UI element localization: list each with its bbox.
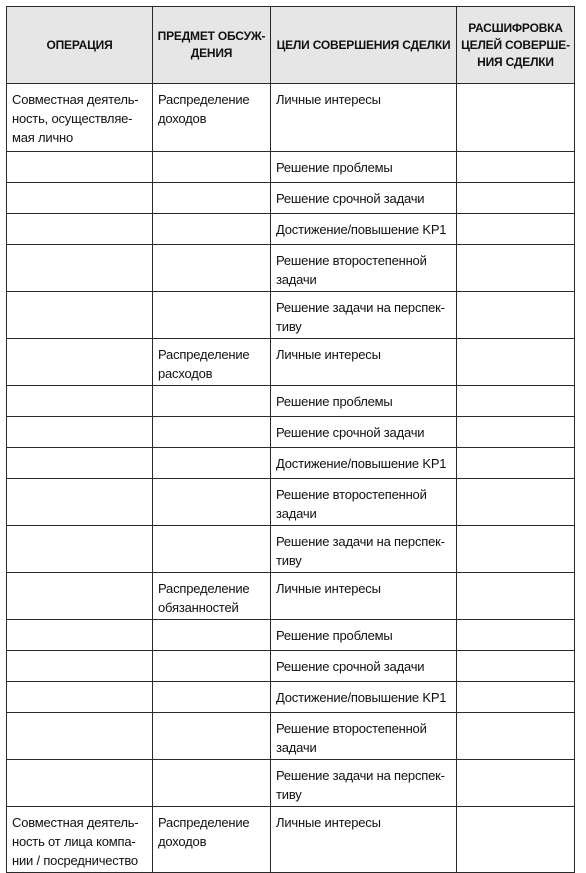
table-row	[7, 214, 575, 245]
cell-decoding	[457, 292, 575, 339]
table-row	[7, 386, 575, 417]
cell-subject	[153, 479, 271, 526]
cell-goal-text: Личные интересы	[276, 815, 381, 830]
table-row	[7, 526, 575, 573]
cell-goal-text: Решение проблемы	[276, 628, 393, 643]
cell-goal	[271, 245, 457, 292]
table-row	[7, 760, 575, 807]
cell-goal-text: Решение задачи на перспек-тиву	[276, 768, 445, 802]
cell-goal-text: Решение срочной задачи	[276, 191, 425, 206]
cell-decoding	[457, 573, 575, 620]
cell-operation	[7, 573, 153, 620]
cell-subject	[153, 183, 271, 214]
cell-goal-text: Решение проблемы	[276, 394, 393, 409]
cell-operation	[7, 386, 153, 417]
cell-subject	[153, 417, 271, 448]
cell-subject	[153, 84, 271, 152]
cell-operation	[7, 620, 153, 651]
table-row	[7, 713, 575, 760]
cell-operation	[7, 214, 153, 245]
cell-subject	[153, 682, 271, 713]
table-row	[7, 339, 575, 386]
cell-operation	[7, 245, 153, 292]
header-goals: ЦЕЛИ СОВЕРШЕНИЯ СДЕЛКИ	[271, 7, 457, 84]
cell-decoding	[457, 84, 575, 152]
cell-operation	[7, 526, 153, 573]
cell-operation	[7, 760, 153, 807]
cell-subject	[153, 620, 271, 651]
cell-operation	[7, 183, 153, 214]
table-row	[7, 84, 575, 152]
cell-subject	[153, 526, 271, 573]
cell-goal-text: Личные интересы	[276, 92, 381, 107]
cell-goal-text: Достижение/повышение KP1	[276, 690, 447, 705]
cell-goal-text: Решение задачи на перспек-тиву	[276, 300, 445, 334]
cell-operation	[7, 152, 153, 183]
cell-operation	[7, 479, 153, 526]
cell-goal	[271, 479, 457, 526]
table-row	[7, 183, 575, 214]
cell-goal	[271, 682, 457, 713]
cell-subject-text: Распределение доходов	[158, 92, 250, 126]
cell-subject	[153, 651, 271, 682]
cell-decoding	[457, 807, 575, 873]
table-row	[7, 620, 575, 651]
cell-subject	[153, 292, 271, 339]
table-row	[7, 573, 575, 620]
cell-subject	[153, 339, 271, 386]
cell-subject	[153, 760, 271, 807]
cell-goal	[271, 620, 457, 651]
cell-goal	[271, 713, 457, 760]
cell-operation-text: Совместная деятель- ность, осуществляе- мая лично	[12, 92, 139, 145]
cell-goal-text: Решение второстепенной задачи	[276, 721, 427, 755]
cell-goal	[271, 760, 457, 807]
cell-goal-text: Решение задачи на перспек-тиву	[276, 534, 445, 568]
cell-goal-text: Достижение/повышение KP1	[276, 222, 447, 237]
cell-decoding	[457, 214, 575, 245]
cell-goal	[271, 526, 457, 573]
deal-goals-table	[6, 6, 575, 873]
cell-goal-text: Достижение/повышение KP1	[276, 456, 447, 471]
cell-decoding	[457, 339, 575, 386]
cell-decoding	[457, 152, 575, 183]
cell-operation	[7, 713, 153, 760]
cell-operation	[7, 292, 153, 339]
cell-operation	[7, 651, 153, 682]
cell-goal-text: Личные интересы	[276, 347, 381, 362]
cell-decoding	[457, 245, 575, 292]
cell-decoding	[457, 760, 575, 807]
cell-subject-text: Распределение расходов	[158, 347, 250, 381]
cell-decoding	[457, 479, 575, 526]
cell-goal-text: Личные интересы	[276, 581, 381, 596]
header-decoding: РАСШИФРОВКА ЦЕЛЕЙ СОВЕРШЕ- НИЯ СДЕЛКИ	[457, 7, 575, 84]
cell-goal	[271, 292, 457, 339]
cell-goal	[271, 214, 457, 245]
cell-decoding	[457, 713, 575, 760]
cell-decoding	[457, 183, 575, 214]
table-row	[7, 651, 575, 682]
table-row	[7, 479, 575, 526]
cell-operation	[7, 807, 153, 873]
cell-operation	[7, 448, 153, 479]
cell-goal	[271, 573, 457, 620]
cell-operation	[7, 84, 153, 152]
table-row	[7, 292, 575, 339]
cell-subject	[153, 448, 271, 479]
cell-subject	[153, 386, 271, 417]
table-row	[7, 245, 575, 292]
cell-operation	[7, 682, 153, 713]
table-row	[7, 807, 575, 873]
cell-decoding	[457, 526, 575, 573]
table-row	[7, 417, 575, 448]
cell-subject-text: Распределение доходов	[158, 815, 250, 849]
cell-subject	[153, 807, 271, 873]
cell-subject	[153, 245, 271, 292]
table-row	[7, 152, 575, 183]
cell-goal	[271, 84, 457, 152]
cell-goal	[271, 651, 457, 682]
table-row	[7, 682, 575, 713]
cell-goal-text: Решение второстепенной задачи	[276, 253, 427, 287]
cell-subject-text: Распределение обязанностей	[158, 581, 250, 615]
cell-goal-text: Решение срочной задачи	[276, 425, 425, 440]
cell-decoding	[457, 651, 575, 682]
table-row	[7, 448, 575, 479]
cell-goal	[271, 183, 457, 214]
cell-goal	[271, 339, 457, 386]
cell-decoding	[457, 448, 575, 479]
cell-subject	[153, 152, 271, 183]
table-header-row	[7, 7, 575, 84]
cell-goal	[271, 807, 457, 873]
cell-subject	[153, 573, 271, 620]
cell-operation-text: Совместная деятель- ность от лица компа- нии / посредничество	[12, 815, 139, 868]
cell-decoding	[457, 417, 575, 448]
cell-decoding	[457, 682, 575, 713]
header-operation: ОПЕРАЦИЯ	[7, 7, 153, 84]
table-body	[7, 84, 575, 873]
cell-operation	[7, 339, 153, 386]
cell-subject	[153, 214, 271, 245]
cell-subject	[153, 713, 271, 760]
cell-decoding	[457, 386, 575, 417]
cell-operation	[7, 417, 153, 448]
cell-goal-text: Решение второстепенной задачи	[276, 487, 427, 521]
cell-goal-text: Решение проблемы	[276, 160, 393, 175]
header-subject: ПРЕДМЕТ ОБСУЖ- ДЕНИЯ	[153, 7, 271, 84]
cell-goal	[271, 386, 457, 417]
cell-decoding	[457, 620, 575, 651]
cell-goal-text: Решение срочной задачи	[276, 659, 425, 674]
cell-goal	[271, 152, 457, 183]
cell-goal	[271, 417, 457, 448]
cell-goal	[271, 448, 457, 479]
